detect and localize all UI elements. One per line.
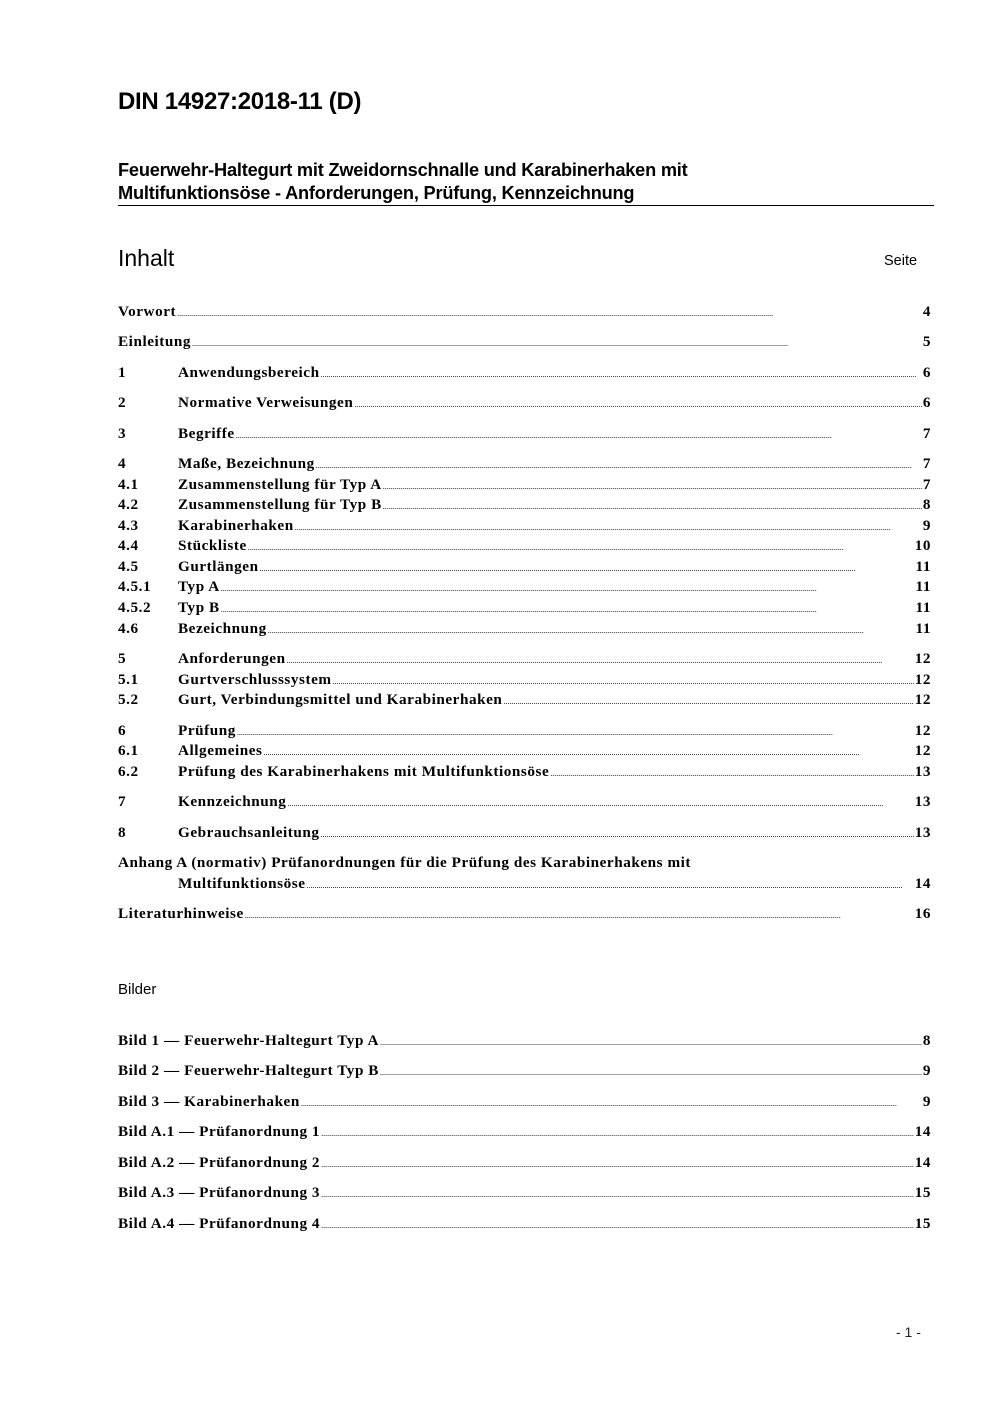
toc-entry-page: 11 [915, 599, 931, 616]
toc-entry-number: 4 [118, 455, 127, 472]
toc-entry-text: Normative Verweisungen [178, 394, 354, 411]
toc-entry-text: Bezeichnung [178, 620, 267, 637]
toc-leader-dots [307, 881, 914, 890]
toc-entry-4-2[interactable] [118, 496, 931, 516]
subtitle-line-2: Multifunktionsöse - Anforderungen, Prüfung, Kennzeichnung [118, 183, 635, 203]
toc-leader-dots [287, 799, 913, 808]
toc-entry-page: 12 [914, 650, 931, 667]
toc-entry-page: 13 [914, 763, 931, 780]
page-number: - 1 - [896, 1324, 921, 1340]
toc-leader-dots [268, 626, 915, 635]
toc-entry-number: 4.3 [118, 517, 139, 534]
document-title: DIN 14927:2018-11 (D) [118, 88, 362, 115]
toc-entry-number: 4.2 [118, 496, 139, 513]
figure-entry-text: Bild 3 — Karabinerhaken [118, 1093, 300, 1110]
toc-entry-page: 5 [922, 333, 931, 350]
toc-entry-einleitung[interactable] [118, 333, 931, 353]
figure-entry-page: 9 [922, 1062, 931, 1079]
toc-entry-page: 4 [922, 303, 931, 320]
toc-entry-number: 6.2 [118, 763, 139, 780]
toc-entry-5-2[interactable] [118, 691, 931, 711]
toc-entry-text: Literaturhinweise [118, 905, 244, 922]
toc-entry-text: Gurtlängen [178, 558, 259, 575]
figure-entry-page: 9 [922, 1093, 931, 1110]
toc-entry-3[interactable] [118, 425, 931, 445]
toc-entry-text: Vorwort [118, 303, 177, 320]
toc-entry-number: 4.5 [118, 558, 139, 575]
toc-leader-dots [264, 748, 914, 757]
toc-entry-vorwort[interactable] [118, 303, 931, 323]
figure-entry-page: 15 [914, 1184, 931, 1201]
toc-leader-dots [321, 1190, 914, 1199]
toc-entry-2[interactable] [118, 394, 931, 414]
toc-entry-page: 16 [914, 905, 931, 922]
toc-leader-dots [287, 656, 914, 665]
toc-entry-number: 5 [118, 650, 127, 667]
toc-entry-text: Anforderungen [178, 650, 286, 667]
toc-entry-4-3[interactable] [118, 517, 931, 537]
toc-entry-page: 8 [922, 496, 931, 513]
toc-entry-page: 13 [914, 793, 931, 810]
toc-entry-literaturhinweise[interactable] [118, 905, 931, 925]
toc-entry-8[interactable] [118, 824, 931, 844]
toc-leader-dots [380, 1068, 922, 1077]
toc-entry-number: 4.4 [118, 537, 139, 554]
toc-leader-dots [301, 1099, 922, 1108]
toc-entry-number: 3 [118, 425, 127, 442]
toc-entry-page: 14 [914, 875, 931, 892]
toc-entry-text: Begriffe [178, 425, 235, 442]
figure-entry-text: Bild A.2 — Prüfanordnung 2 [118, 1154, 321, 1171]
toc-leader-dots [295, 523, 922, 532]
toc-entry-page: 10 [914, 537, 931, 554]
figure-entry-bild-a3[interactable] [118, 1184, 931, 1204]
figures-heading: Bilder [118, 981, 157, 998]
toc-entry-text: Gurtverschlusssystem [178, 671, 332, 688]
figure-entry-text: Bild A.3 — Prüfanordnung 3 [118, 1184, 321, 1201]
toc-entry-page: 7 [922, 476, 931, 493]
toc-entry-number: 6.1 [118, 742, 139, 759]
toc-entry-text: Stückliste [178, 537, 247, 554]
toc-entry-text: Typ B [178, 599, 220, 616]
toc-entry-7[interactable] [118, 793, 931, 813]
toc-entry-number: 7 [118, 793, 127, 810]
toc-leader-dots [383, 502, 922, 511]
toc-entry-text: Kennzeichnung [178, 793, 287, 810]
toc-entry-page: 12 [914, 671, 931, 688]
toc-entry-page: 12 [914, 742, 931, 759]
toc-entry-annex-a-line-1[interactable]: Anhang A (normativ) Prüfanordnungen für die Prüfung des Karabinerhakens mit [118, 854, 692, 871]
toc-entry-page: 11 [915, 620, 931, 637]
document-subtitle [118, 159, 934, 206]
toc-entry-number: 2 [118, 394, 127, 411]
toc-page-column-label: Seite [884, 253, 918, 269]
toc-leader-dots [321, 830, 914, 839]
toc-leader-dots [354, 400, 921, 409]
toc-leader-dots [333, 677, 914, 686]
toc-leader-dots [503, 697, 913, 706]
toc-leader-dots [221, 605, 915, 614]
toc-leader-dots [380, 1038, 922, 1047]
toc-entry-text: Prüfung des Karabinerhakens mit Multifunktionsöse [178, 763, 550, 780]
toc-entry-6-1[interactable] [118, 742, 931, 762]
toc-entry-text: Allgemeines [178, 742, 263, 759]
toc-entry-page: 6 [922, 394, 931, 411]
figure-entry-page: 14 [914, 1123, 931, 1140]
toc-leader-dots [237, 728, 914, 737]
toc-leader-dots [550, 769, 913, 778]
toc-entry-text: Zusammenstellung für Typ A [178, 476, 382, 493]
toc-entry-number: 4.6 [118, 620, 139, 637]
toc-entry-6-2[interactable] [118, 763, 931, 783]
toc-entry-number: 5.2 [118, 691, 139, 708]
toc-entry-number: 4.1 [118, 476, 139, 493]
toc-entry-text: Typ A [178, 578, 220, 595]
toc-entry-page: 7 [922, 425, 931, 442]
toc-entry-text: Gurt, Verbindungsmittel und Karabinerhaken [178, 691, 503, 708]
toc-leader-dots [245, 911, 914, 920]
toc-leader-dots [260, 564, 915, 573]
toc-entry-text: Anwendungsbereich [178, 364, 320, 381]
figure-entry-text: Bild 2 — Feuerwehr-Haltegurt Typ B [118, 1062, 379, 1079]
toc-leader-dots [321, 1160, 914, 1169]
toc-entry-page: 6 [922, 364, 931, 381]
toc-entry-text: Prüfung [178, 722, 236, 739]
toc-entry-page: 12 [914, 722, 931, 739]
toc-leader-dots [221, 584, 915, 593]
toc-leader-dots [316, 461, 922, 470]
figure-entry-bild-a4[interactable] [118, 1215, 931, 1235]
figure-entry-text: Bild 1 — Feuerwehr-Haltegurt Typ A [118, 1032, 379, 1049]
toc-entry-4-5-2[interactable] [118, 599, 931, 619]
toc-entry-5-1[interactable] [118, 671, 931, 691]
toc-entry-4-5[interactable] [118, 558, 931, 578]
toc-leader-dots [321, 370, 922, 379]
figure-entry-bild-1[interactable] [118, 1032, 931, 1052]
toc-entry-number: 4.5.1 [118, 578, 152, 595]
figure-entry-bild-a1[interactable] [118, 1123, 931, 1143]
figure-entry-text: Bild A.1 — Prüfanordnung 1 [118, 1123, 321, 1140]
toc-entry-4-5-1[interactable] [118, 578, 931, 598]
toc-entry-page: 7 [922, 455, 931, 472]
toc-entry-page: 11 [915, 558, 931, 575]
toc-entry-page: 12 [914, 691, 931, 708]
toc-leader-dots [236, 431, 922, 440]
toc-entry-number: 5.1 [118, 671, 139, 688]
toc-entry-1[interactable] [118, 364, 931, 384]
figure-entry-text: Bild A.4 — Prüfanordnung 4 [118, 1215, 321, 1232]
toc-entry-text: Einleitung [118, 333, 192, 350]
toc-leader-dots [383, 482, 922, 491]
figure-entry-bild-3[interactable] [118, 1093, 931, 1113]
toc-entry-annex-a[interactable] [118, 875, 931, 895]
figure-entry-page: 8 [922, 1032, 931, 1049]
toc-leader-dots [248, 543, 914, 552]
toc-entry-number: 6 [118, 722, 127, 739]
toc-entry-page: 9 [922, 517, 931, 534]
toc-entry-text: Multifunktionsöse [178, 875, 306, 892]
toc-entry-4[interactable] [118, 455, 931, 475]
toc-entry-text: Maße, Bezeichnung [178, 455, 315, 472]
toc-entry-number: 1 [118, 364, 127, 381]
figure-entry-page: 14 [914, 1154, 931, 1171]
toc-entry-text: Zusammenstellung für Typ B [178, 496, 382, 513]
subtitle-line-1: Feuerwehr-Haltegurt mit Zweidornschnalle und Karabinerhaken mit [118, 160, 688, 180]
toc-heading: Inhalt [118, 245, 175, 271]
toc-entry-5[interactable] [118, 650, 931, 670]
figure-entry-page: 15 [914, 1215, 931, 1232]
toc-entry-text: Karabinerhaken [178, 517, 294, 534]
toc-entry-number: 8 [118, 824, 127, 841]
figure-entry-bild-a2[interactable] [118, 1154, 931, 1174]
toc-entry-4-1[interactable] [118, 476, 931, 496]
toc-entry-page: 13 [914, 824, 931, 841]
toc-entry-4-6[interactable] [118, 620, 931, 640]
figure-entry-bild-2[interactable] [118, 1062, 931, 1082]
toc-entry-4-4[interactable] [118, 537, 931, 557]
toc-entry-6[interactable] [118, 722, 931, 742]
toc-entry-text: Gebrauchsanleitung [178, 824, 320, 841]
toc-leader-dots [192, 339, 922, 348]
toc-leader-dots [321, 1221, 914, 1230]
toc-leader-dots [321, 1129, 914, 1138]
toc-entry-number: 4.5.2 [118, 599, 152, 616]
toc-leader-dots [177, 309, 922, 318]
toc-entry-page: 11 [915, 578, 931, 595]
